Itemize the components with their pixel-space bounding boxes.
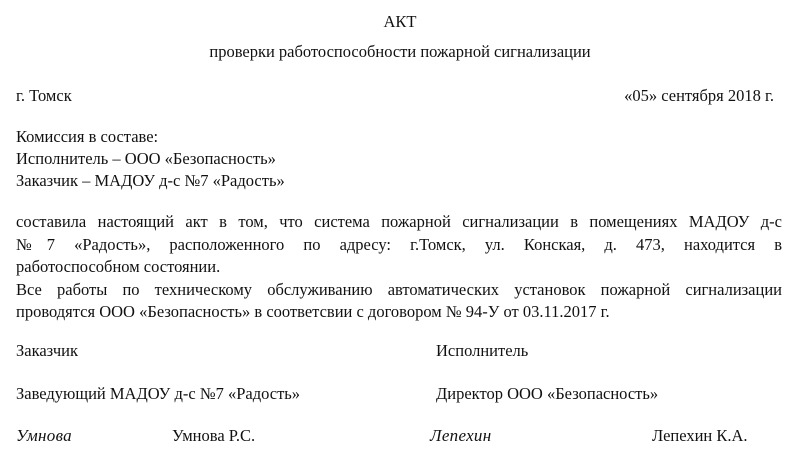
- document-title: АКТ: [383, 12, 417, 31]
- commission-executor: Исполнитель – ООО «Безопасность»: [16, 149, 276, 168]
- act-paragraph-line: Все работы по техническому обслуживанию автоматических установок пожарной сигнализации: [16, 279, 782, 299]
- date: «05» сентября 2018 г.: [624, 86, 774, 105]
- act-paragraph: [16, 211, 782, 324]
- executor-name: Лепехин К.А.: [652, 426, 748, 445]
- executor-signature: Лепехин: [430, 426, 492, 445]
- city: г. Томск: [16, 86, 72, 105]
- act-paragraph-line: работоспособном состоянии.: [16, 257, 221, 276]
- act-paragraph-line: проводятся ООО «Безопасность» в соответсвии с договором № 94-У от 03.11.2017 г.: [16, 302, 610, 321]
- commission-heading: Комиссия в составе:: [16, 127, 159, 146]
- customer-position: Заведующий МАДОУ д-с №7 «Радость»: [16, 384, 301, 403]
- document-subtitle: проверки работоспособности пожарной сигнализации: [209, 42, 591, 61]
- executor-position: Директор ООО «Безопасность»: [436, 384, 659, 403]
- customer-name: Умнова Р.С.: [172, 426, 256, 445]
- executor-label: Исполнитель: [436, 341, 529, 360]
- customer-label: Заказчик: [16, 341, 79, 360]
- customer-signature: Умнова: [16, 426, 72, 445]
- act-paragraph-line: составила настоящий акт в том, что система пожарной сигнализации в помещениях МАДОУ д-с: [16, 212, 782, 231]
- commission-customer: Заказчик – МАДОУ д-с №7 «Радость»: [16, 171, 285, 190]
- act-paragraph-line: №7 «Радость», расположенного по адресу: г.Томск, ул. Конская, д. 473, находится в: [16, 234, 782, 254]
